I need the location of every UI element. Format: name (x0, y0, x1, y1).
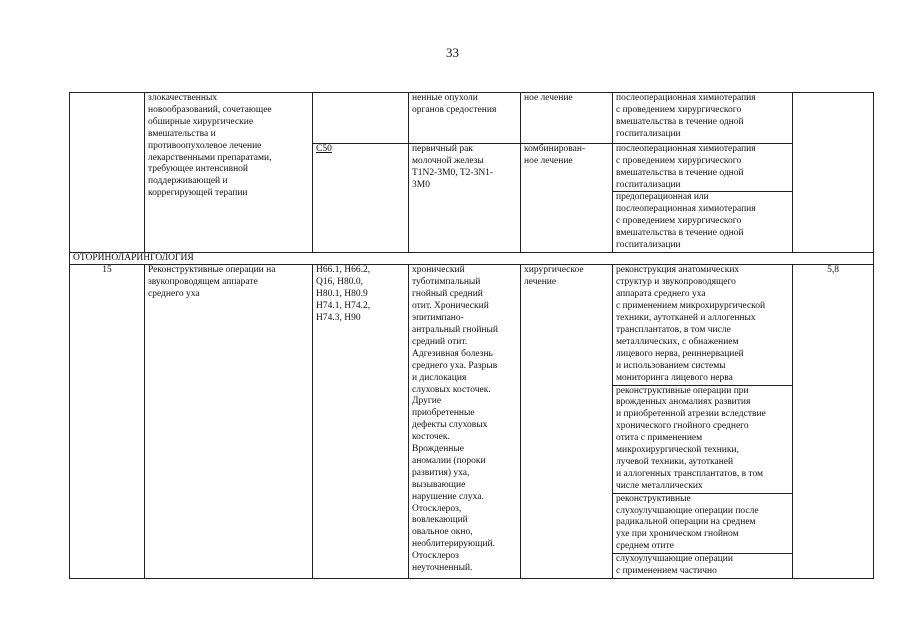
text-line: госпитализации (616, 239, 681, 250)
text-line: гнойный средний (412, 289, 483, 300)
number-cell-empty (70, 93, 145, 253)
text-line: антральный гнойный (412, 324, 498, 335)
text-line: Другие (412, 396, 442, 407)
text-line: поддерживающей и (148, 176, 228, 187)
method-group (613, 192, 792, 252)
text-line: с проведением хирургического (616, 104, 742, 115)
text-line: послеоперационная химиотерапия (616, 144, 756, 154)
text-line: техники, аутотканей и аллогенных (616, 313, 756, 324)
text-line: звукопроводящем аппарате (148, 277, 258, 288)
text-line: неуточненный. (412, 563, 473, 574)
text-line: структур и звукопроводящего (616, 277, 736, 288)
text-line: приобретенные (412, 408, 475, 419)
text-line: мониторинга лицевого нерва (616, 372, 733, 383)
text-line: хирургическое (524, 265, 584, 276)
text-line: органов средостения (412, 104, 497, 115)
care-type-cell (145, 93, 313, 253)
text-line: средний отит. (412, 336, 468, 347)
text-line: вызывающие (412, 479, 466, 490)
text-line: H74.1, H74.2, (316, 301, 371, 312)
page-number: 33 (446, 45, 459, 60)
text-line: реконструкция анатомических (616, 265, 740, 276)
section-title: ОТОРИНОЛАРИНГОЛОГИЯ (70, 252, 874, 265)
text-line: T1N2-3M0, T2-3N1- (412, 167, 494, 178)
text-line: злокачественных (148, 93, 218, 103)
text-line: слухоулучшающие операции (616, 554, 733, 565)
text-line: радикальной операции на среднем (616, 517, 756, 528)
text-line: послеоперационная химиотерапия (616, 93, 756, 103)
text-line: с применением частично (616, 566, 717, 577)
text-line: лицевого нерва, реиннервацией (616, 348, 744, 359)
text-line: Отосклероз (412, 551, 459, 562)
method-group (613, 386, 792, 494)
text-line: отита с применением (616, 433, 703, 444)
text-line: Отосклероз, (412, 503, 462, 514)
text-line: H80.1, H80.9 (316, 289, 368, 300)
codes-cell (313, 93, 409, 144)
text-line: 3M0 (412, 179, 430, 190)
text-line: противоопухолевое лечение (148, 140, 262, 151)
text-line: Реконструктивные операции на (148, 265, 276, 276)
text-line: с проведением хирургического (616, 215, 742, 226)
text-line: туботимпальный (412, 277, 481, 288)
patient-model-cell (409, 93, 521, 144)
text-line: и аллогенных трансплантатов, в том (616, 468, 764, 479)
text-line: вмешательства в течение одной (616, 116, 744, 127)
treatment-method-cell (613, 93, 793, 144)
text-line: врожденных аномалиях развития (616, 397, 751, 408)
text-line: слуховых косточек. (412, 384, 491, 395)
text-line: овальное окно, (412, 527, 473, 538)
text-line: Врожденные (412, 444, 464, 455)
codes-cell (313, 265, 409, 579)
text-line: эпитимпано- (412, 313, 464, 324)
cost-cell: 5,8 (793, 265, 874, 579)
text-line: среднем отите (616, 541, 674, 552)
text-line: реконструктивные операции при (616, 385, 749, 396)
text-line: числе металлических (616, 480, 703, 491)
table-row (70, 93, 874, 144)
method-group (613, 144, 792, 192)
treatment-method-cell (613, 265, 793, 579)
text-line: аппарата среднего уха (616, 289, 706, 300)
text-line: ухе при хроническом гнойном (616, 529, 739, 540)
table-row (70, 265, 874, 579)
text-line: нарушение слуха. (412, 491, 484, 502)
text-line: развития) уха, (412, 467, 470, 478)
text-line: ное лечение (524, 93, 573, 103)
text-line: слухоулучшающие операции после (616, 505, 759, 516)
text-line: микрохирургической техники, (616, 445, 739, 456)
text-line: металлических, с обнажением (616, 336, 739, 347)
text-line: с применением микрохирургической (616, 301, 766, 312)
text-line: ное лечение (524, 155, 573, 166)
text-line: реконструктивные (616, 493, 691, 504)
text-line: среднего уха (148, 289, 200, 300)
text-line: вовлекающий (412, 515, 468, 526)
medical-care-table (69, 92, 874, 579)
treatment-type-cell (521, 93, 613, 144)
text-line: хронический (412, 265, 465, 276)
text-line: и использованием системы (616, 360, 726, 371)
text-line: вмешательства и (148, 128, 216, 139)
patient-model-cell (409, 144, 521, 253)
text-line: новообразований, сочетающее (148, 104, 272, 115)
treatment-type-cell (521, 265, 613, 579)
text-line: лучевой техники, аутотканей (616, 456, 734, 467)
text-line: с проведением хирургического (616, 155, 742, 166)
text-line: отит. Хронический (412, 301, 489, 312)
text-line: дефекты слуховых (412, 420, 488, 431)
text-line: госпитализации (616, 179, 681, 190)
text-line: послеоперационная химиотерапия (616, 203, 756, 214)
method-group (613, 554, 792, 578)
text-line: Q16, H80.0, (316, 277, 363, 288)
text-line: лекарственными препаратами, (148, 152, 272, 163)
patient-model-cell (409, 265, 521, 579)
codes-cell (313, 144, 409, 253)
text-line: Адгезивная болезнь (412, 348, 493, 359)
treatment-type-cell (521, 144, 613, 253)
cost-cell-empty (793, 93, 874, 253)
text-line: предоперационная или (616, 192, 709, 202)
method-group (613, 265, 792, 385)
text-line: хронического гнойного среднего (616, 421, 749, 432)
treatment-method-cell (613, 144, 793, 253)
text-line: среднего уха. Разрыв (412, 360, 498, 371)
care-type-cell (145, 265, 313, 579)
text-line: H66.1, H66.2, (316, 265, 371, 276)
text-line: вмешательства в течение одной (616, 167, 744, 178)
text-line: вмешательства в течение одной (616, 227, 744, 238)
text-line: коррегирующей терапии (148, 188, 248, 199)
text-line: обширные хирургические (148, 116, 254, 127)
text-line: лечение (524, 277, 557, 288)
text-line: ненные опухоли (412, 93, 478, 103)
text-line: комбинирован- (524, 144, 586, 154)
text-line: госпитализации (616, 128, 681, 139)
text-line: необлитерирующий. (412, 539, 496, 550)
text-line: требующее интенсивной (148, 164, 249, 175)
method-group (613, 494, 792, 555)
text-line: первичный рак (412, 144, 473, 154)
text-line: молочной железы (412, 155, 484, 166)
text-line: косточек. (412, 432, 450, 443)
section-row (70, 252, 874, 265)
text-line: аномалии (пороки (412, 455, 486, 466)
code-c50: C50 (316, 144, 332, 154)
text-line: и приобретенной атрезии вследствие (616, 409, 766, 420)
row-number: 15 (70, 265, 145, 579)
text-line: и дислокация (412, 372, 467, 383)
text-line: H74.3, H90 (316, 313, 361, 324)
text-line: трансплантатов, в том числе (616, 324, 731, 335)
